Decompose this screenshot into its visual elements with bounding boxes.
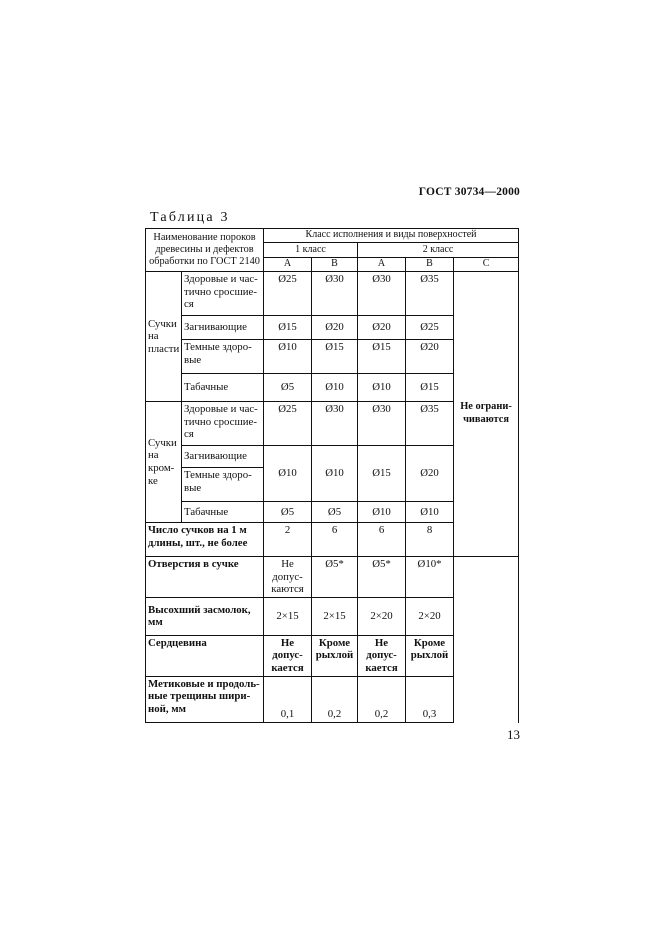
defect-name: Загнивающие bbox=[182, 316, 264, 340]
defect-name: Темные здоро- вые bbox=[182, 340, 264, 374]
group-plast-label: Сучки на пласти bbox=[146, 272, 182, 402]
cell-value: Кроме рыхлой bbox=[406, 635, 454, 676]
cell-value: Ø20 bbox=[406, 340, 454, 374]
cell-value: 0,2 bbox=[358, 676, 406, 722]
table-row bbox=[146, 272, 519, 316]
defect-name: Здоровые и час- тично сросшие- ся bbox=[182, 402, 264, 446]
cell-value: 0,1 bbox=[264, 676, 312, 722]
cell-value: 6 bbox=[312, 523, 358, 557]
cell-value: Не допус- каются bbox=[264, 557, 312, 598]
subcol-2c: С bbox=[454, 257, 519, 271]
header-class-2: 2 класс bbox=[358, 243, 519, 257]
cell-value: Ø10 bbox=[264, 340, 312, 374]
cell-value: Ø15 bbox=[358, 446, 406, 502]
cell-value: Ø15 bbox=[406, 374, 454, 402]
cell-value: Ø20 bbox=[406, 446, 454, 502]
cell-value: Ø5* bbox=[358, 557, 406, 598]
cell-value: Ø35 bbox=[406, 402, 454, 446]
defect-name: Табачные bbox=[182, 374, 264, 402]
defect-name: Темные здоро- вые bbox=[182, 468, 264, 502]
cell-value: Ø15 bbox=[312, 340, 358, 374]
header-defects-name: Наименование пороков древесины и дефектов обработки по ГОСТ 2140 bbox=[146, 229, 264, 272]
cell-value: 2×15 bbox=[312, 597, 358, 635]
subcol-2a: А bbox=[358, 257, 406, 271]
cell-value: Ø5 bbox=[264, 374, 312, 402]
cell-value: Ø10 bbox=[312, 446, 358, 502]
cell-value: Ø20 bbox=[312, 316, 358, 340]
header-class-1: 1 класс bbox=[264, 243, 358, 257]
defect-name: Отверстия в сучке bbox=[146, 557, 264, 598]
cell-value: Ø15 bbox=[264, 316, 312, 340]
defect-name: Метиковые и продоль- ные трещины шири- ной, мм bbox=[146, 676, 264, 722]
defect-name: Табачные bbox=[182, 502, 264, 523]
cell-value: Ø30 bbox=[358, 402, 406, 446]
cell-value: Ø5* bbox=[312, 557, 358, 598]
cell-value: 0,2 bbox=[312, 676, 358, 722]
cell-value: Не допус- кается bbox=[358, 635, 406, 676]
cell-value: 2×15 bbox=[264, 597, 312, 635]
cell-value: Ø10* bbox=[406, 557, 454, 598]
cell-value: 2 bbox=[264, 523, 312, 557]
defect-name: Число сучков на 1 м длины, шт., не более bbox=[146, 523, 264, 557]
document-code: ГОСТ 30734—2000 bbox=[418, 186, 520, 198]
cell-value: Ø10 bbox=[264, 446, 312, 502]
cell-value: Ø5 bbox=[312, 502, 358, 523]
cell-value: Ø35 bbox=[406, 272, 454, 316]
cell-value: Ø10 bbox=[406, 502, 454, 523]
page-number: 13 bbox=[507, 727, 520, 742]
header-classes-title: Класс исполнения и виды поверхностей bbox=[264, 229, 519, 243]
subcol-1a: А bbox=[264, 257, 312, 271]
cell-value: 6 bbox=[358, 523, 406, 557]
table-row bbox=[146, 557, 519, 598]
cell-value: 2×20 bbox=[358, 597, 406, 635]
cell-value: Ø30 bbox=[358, 272, 406, 316]
cell-value: 2×20 bbox=[406, 597, 454, 635]
table-row bbox=[146, 635, 519, 676]
defect-name: Сердцевина bbox=[146, 635, 264, 676]
defect-name: Здоровые и час- тично сросшие- ся bbox=[182, 272, 264, 316]
defects-table bbox=[145, 228, 519, 723]
cell-value: Ø30 bbox=[312, 402, 358, 446]
cell-value: Ø10 bbox=[358, 374, 406, 402]
column-c-note: Не ограни- чиваются bbox=[454, 272, 519, 557]
table-caption: Таблица 3 bbox=[150, 210, 230, 225]
cell-value: Ø15 bbox=[358, 340, 406, 374]
table-row bbox=[146, 597, 519, 635]
cell-value: Ø10 bbox=[312, 374, 358, 402]
cell-value: Ø25 bbox=[264, 272, 312, 316]
defect-name: Высохший засмолок, мм bbox=[146, 597, 264, 635]
cell-value: 8 bbox=[406, 523, 454, 557]
cell-value: Ø30 bbox=[312, 272, 358, 316]
cell-value: Ø25 bbox=[264, 402, 312, 446]
table-row bbox=[146, 676, 519, 722]
group-kromka-label: Сучки на кром- ке bbox=[146, 402, 182, 523]
subcol-1b: В bbox=[312, 257, 358, 271]
header-row-1 bbox=[146, 229, 519, 243]
defect-name: Загнивающие bbox=[182, 446, 264, 468]
subcol-2b: В bbox=[406, 257, 454, 271]
cell-value: Ø10 bbox=[358, 502, 406, 523]
cell-value: Кроме рыхлой bbox=[312, 635, 358, 676]
cell-value: Ø20 bbox=[358, 316, 406, 340]
cell-value: Ø25 bbox=[406, 316, 454, 340]
cell-value: 0,3 bbox=[406, 676, 454, 722]
cell-value: Ø5 bbox=[264, 502, 312, 523]
cell-value: Не допус- кается bbox=[264, 635, 312, 676]
